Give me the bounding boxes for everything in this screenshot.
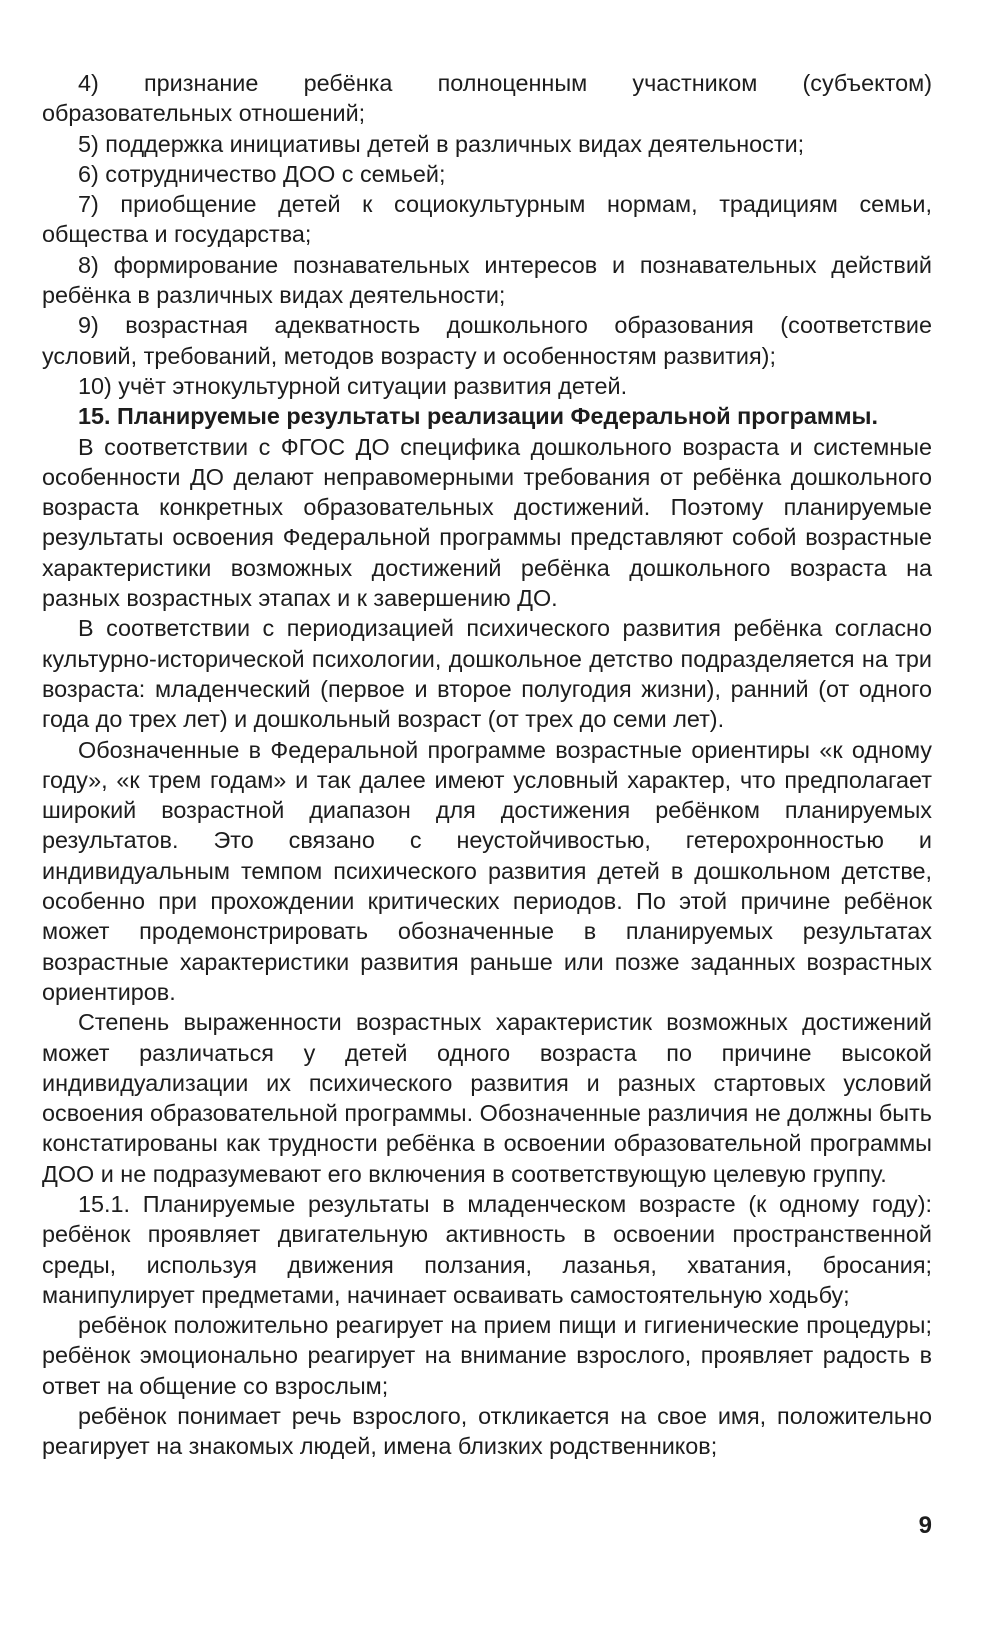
list-item-7: 7) приобщение детей к социокультурным нормам, традициям семьи, общества и государства; [42,191,932,248]
list-item-6: 6) сотрудничество ДОО с семьей; [78,160,446,187]
paragraph: ребёнок положительно реагирует на прием пищи и гигиенические процедуры; ребёнок эмоционально реагирует на внимание взрослого, проявляет радость в ответ на общение со взрослым; [42,1312,932,1399]
list-item-4: 4) признание ребёнка полноценным участником (субъектом) образовательных отношений; [42,70,932,127]
document-page [42,68,932,1462]
paragraph: Степень выраженности возрастных характеристик возможных достижений может различаться у детей одного возраста по причине высокой индивидуализации их психического развития и разных стартовых условий освоения образовательной программы. Обозначенные различия не должны быть констатированы как трудности ребёнка в освоении образовательной программы ДОО и не подразумевают его включения в соответствующую целевую группу. [42,1009,932,1187]
paragraph: В соответствии с периодизацией психического развития ребёнка согласно культурно-исторической психологии, дошкольное детство подразделяется на три возраста: младенческий (первое и второе полугодия жизни), ранний (от одного года до трех лет) и дошкольный возраст (от трех до семи лет). [42,615,932,733]
list-item-10: 10) учёт этнокультурной ситуации развития детей. [78,372,628,399]
paragraph: Обозначенные в Федеральной программе возрастные ориентиры «к одному году», «к трем годам» и так далее имеют условный характер, что предполагает широкий возрастной диапазон для достижения ребёнком планируемых результатов. Это связано с неустойчивостью, гетерохронностью и индивидуальным темпом психического развития детей в дошкольном детстве, особенно при прохождении критических периодов. По этой причине ребёнок может продемонстрировать обозначенные в планируемых результатах возрастные характеристики развития раньше или позже заданных возрастных ориентиров. [42,736,932,1005]
list-item-8: 8) формирование познавательных интересов и познавательных действий ребёнка в различных видах деятельности; [42,251,932,309]
section-heading: 15. Планируемые результаты реализации Федеральной программы. [78,403,878,430]
paragraph: В соответствии с ФГОС ДО специфика дошкольного возраста и системные особенности ДО делают неправомерными требования от ребёнка дошкольного возраста конкретных образовательных достижений. Поэтому планируемые результаты освоения Федеральной программы представляют собой возрастные характеристики возможных достижений ребёнка дошкольного возраста на разных возрастных этапах и к завершению ДО. [42,433,932,612]
list-item-5: 5) поддержка инициативы детей в различных видах деятельности; [78,130,805,157]
paragraph: ребёнок понимает речь взрослого, откликается на свое имя, положительно реагирует на знакомых людей, имена близких родственников; [42,1403,932,1460]
page-number: 9 [918,1512,932,1539]
subsection-paragraph: 15.1. Планируемые результаты в младенческом возрасте (к одному году): ребёнок проявляет двигательную активность в освоении пространственной среды, используя движения ползания, лазанья, хватания, бросания; манипулирует предметами, начинает осваивать самостоятельную ходьбу; [42,1190,932,1308]
list-item-9: 9) возрастная адекватность дошкольного образования (соответствие условий, требований, методов возрасту и особенностям развития); [42,312,932,369]
